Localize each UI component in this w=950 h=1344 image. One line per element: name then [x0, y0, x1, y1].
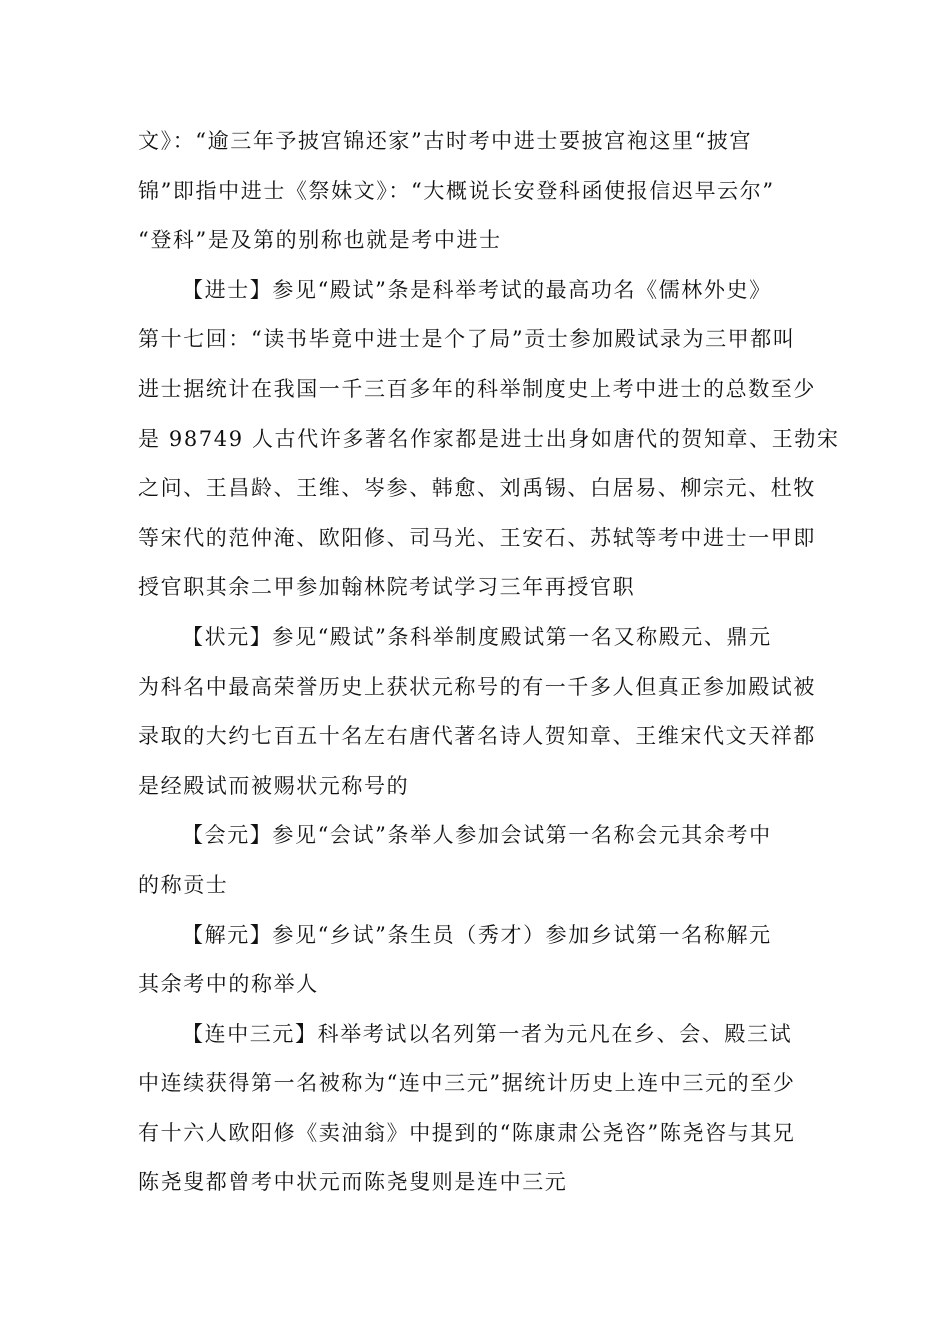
text-line: 其余考中的称举人 [138, 972, 319, 997]
paragraph-start-huiyuan: 【会元】参见“会试”条举人参加会试第一名称会元其余考中 [182, 823, 772, 848]
text-line: 有十六人欧阳修《卖油翁》中提到的“陈康肃公尧咨”陈尧咨与其兄 [138, 1120, 796, 1145]
text-line: 陈尧叟都曾考中状元而陈尧叟则是连中三元 [138, 1170, 568, 1195]
text-line: 中连续获得第一名被称为“连中三元”据统计历史上连中三元的至少 [138, 1071, 796, 1096]
text-line: 录取的大约七百五十名左右唐代著名诗人贺知章、王维宋代文天祥都 [138, 724, 816, 749]
paragraph-start-zhuangyuan: 【状元】参见“殿试”条科举制度殿试第一名又称殿元、鼎元 [182, 624, 772, 649]
paragraph-start-jinshi: 【进士】参见“殿试”条是科举考试的最高功名《儒林外史》 [182, 277, 772, 302]
paragraph-start-lianzhongsanyuan: 【连中三元】科举考试以名列第一者为元凡在乡、会、殿三试 [182, 1021, 793, 1046]
text-line: 是 98749 人古代许多著名作家都是进士出身如唐代的贺知章、王勃宋 [138, 426, 840, 451]
text-line: 第十七回：“读书毕竟中进士是个了局”贡士参加殿试录为三甲都叫 [138, 327, 796, 352]
text-line: 授官职其余二甲参加翰林院考试学习三年再授官职 [138, 575, 636, 600]
text-line: 的称贡士 [138, 872, 229, 897]
text-line: 锦”即指中进士《祭妹文》：“大概说长安登科函使报信迟早云尔” [138, 178, 775, 203]
text-line: 是经殿试而被赐状元称号的 [138, 773, 410, 798]
text-line: 等宋代的范仲淹、欧阳修、司马光、王安石、苏轼等考中进士一甲即 [138, 525, 816, 550]
paragraph-start-jieyuan: 【解元】参见“乡试”条生员（秀才）参加乡试第一名称解元 [182, 922, 772, 947]
text-line: 进士据统计在我国一千三百多年的科举制度史上考中进士的总数至少 [138, 376, 816, 401]
document-body [138, 117, 840, 1208]
text-line: “登科”是及第的别称也就是考中进士 [138, 228, 502, 253]
text-line: 为科名中最高荣誉历史上获状元称号的有一千多人但真正参加殿试被 [138, 674, 816, 699]
text-line: 文》：“逾三年予披宫锦还家”古时考中进士要披宫袍这里“披宫 [138, 129, 753, 153]
text-line: 之问、王昌龄、王维、岑参、韩愈、刘禹锡、白居易、柳宗元、杜牧 [138, 476, 816, 501]
